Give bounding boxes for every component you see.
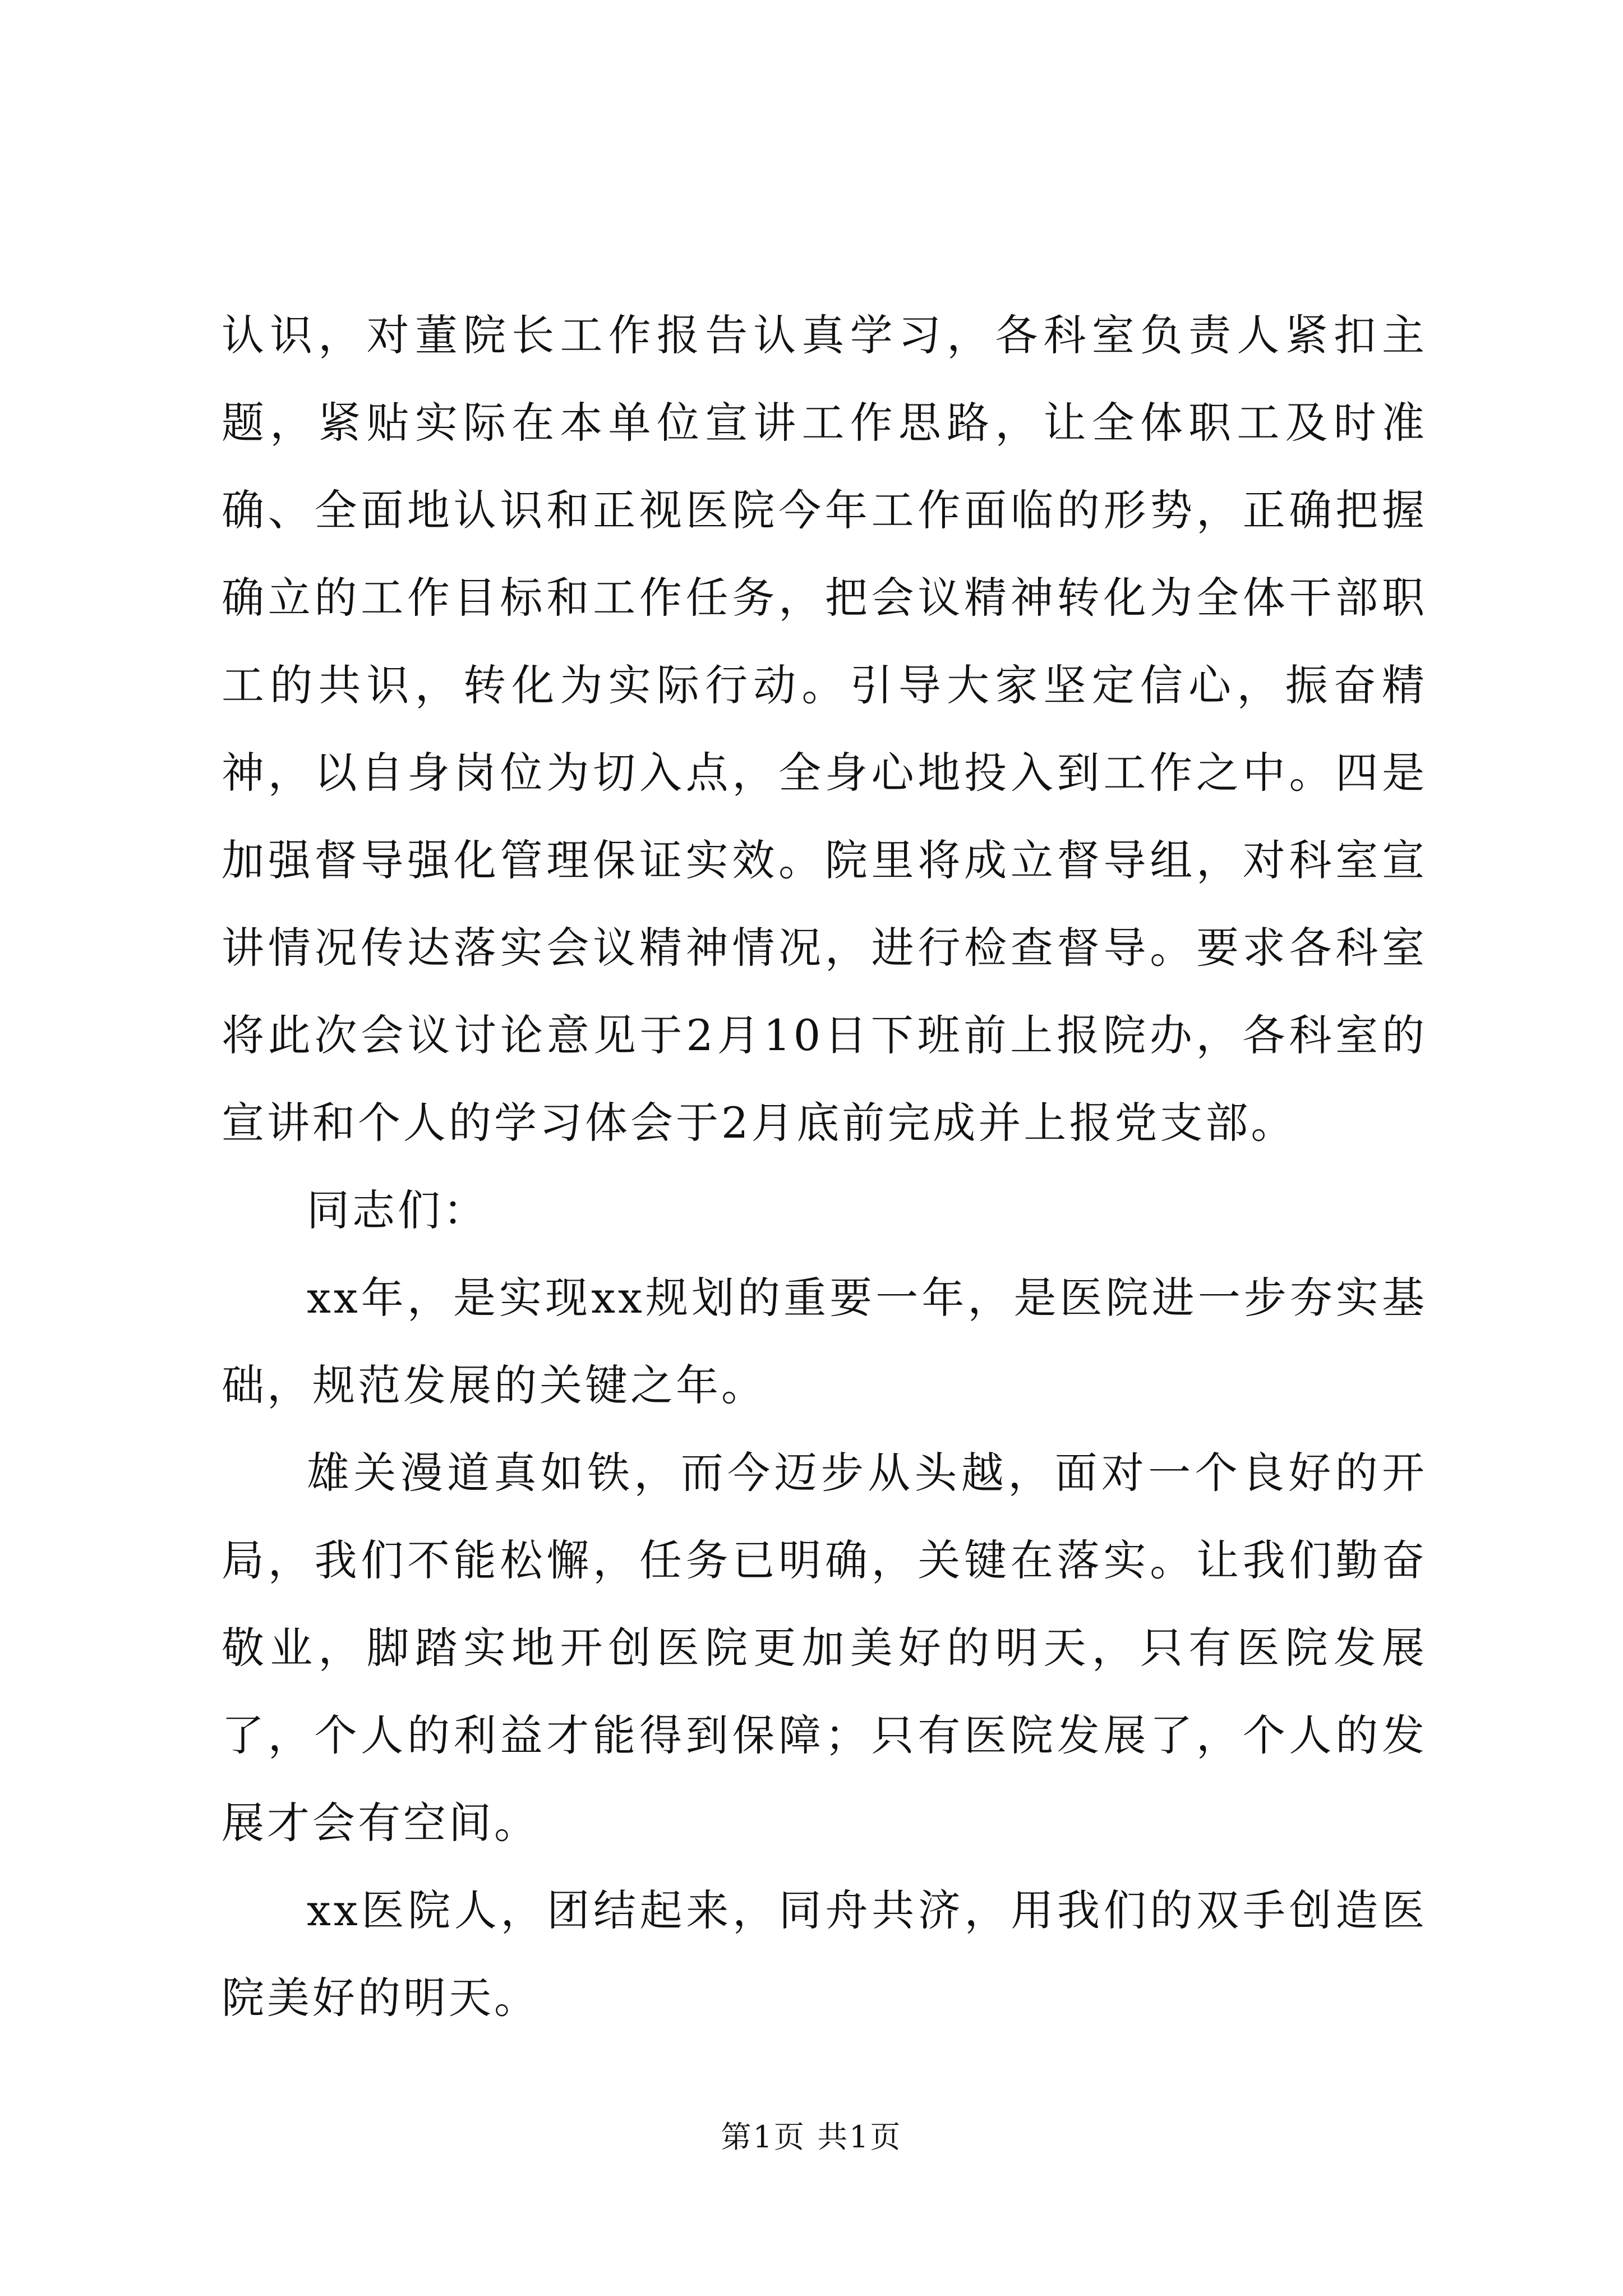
paragraph-year-statement: xx年，是实现xx规划的重要一年，是医院进一步夯实基础，规范发展的关键之年。 <box>222 1273 1427 1410</box>
paragraph-salutation: 同志们： <box>307 1185 488 1235</box>
page-number-footer: 第1页 共1页 <box>721 2119 902 2155</box>
paragraph-call-to-action: 雄关漫道真如铁，而今迈步从头越，面对一个良好的开局，我们不能松懈，任务已明确，关键在落实。让我们勤奋敬业，脚踏实地开创医院更加美好的明天，只有医院发展了，个人的利益才能得到保障；只有医院发展了，个人的发展才会有空间。 <box>222 1448 1427 1848</box>
paragraph-closing: xx医院人，团结起来，同舟共济，用我们的双手创造医院美好的明天。 <box>222 1885 1427 2023</box>
document-body <box>222 292 1427 2042</box>
paragraph-continuation: 认识，对董院长工作报告认真学习，各科室负责人紧扣主题，紧贴实际在本单位宣讲工作思路，让全体职工及时准确、全面地认识和正视医院今年工作面临的形势，正确把握确立的工作目标和工作任务，把会议精神转化为全体干部职工的共识，转化为实际行动。引导大家坚定信心，振奋精神，以自身岗位为切入点，全身心地投入到工作之中。四是加强督导强化管理保证实效。院里将成立督导组，对科室宣讲情况传达落实会议精神情况，进行检查督导。要求各科室将此次会议讨论意见于2月10日下班前上报院办，各科室的宣讲和个人的学习体会于2月底前完成并上报党支部。 <box>222 310 1427 1148</box>
